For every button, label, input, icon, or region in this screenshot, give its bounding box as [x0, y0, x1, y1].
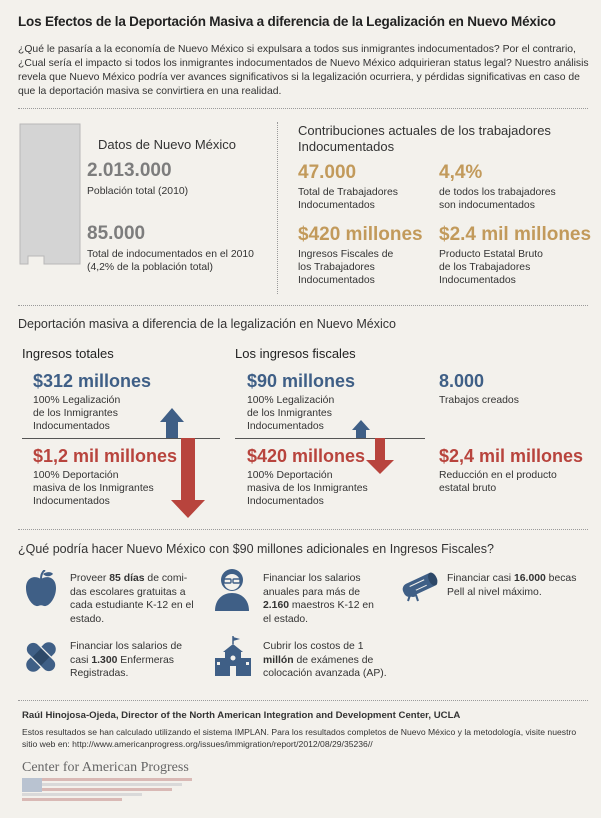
meals-days: 85 días: [109, 573, 145, 584]
teachers-text-3b: maestros K-12 en: [289, 600, 374, 611]
grants-count: 16.000: [514, 573, 546, 584]
tax-label-2: los Trabajadores: [298, 262, 375, 273]
fiscal-deport-label: 100% Deportación: [247, 470, 333, 481]
gsp-label-3: Indocumentados: [439, 275, 516, 286]
source-citation: Raúl Hinojosa-Ojeda, Director of the North American Integration and Development Center, UCLA: [22, 710, 461, 721]
exams-million: millón: [263, 654, 294, 666]
gsp-label: Producto Estatal Bruto: [439, 249, 543, 260]
income-legal-value: $312 millones: [33, 371, 152, 391]
vertical-divider: [277, 122, 278, 294]
apple-icon: [24, 570, 58, 608]
share-label: de todos los trabajadores: [439, 187, 556, 198]
income-heading: Ingresos totales: [22, 346, 114, 361]
exams-text-3: colocación avanzada (AP).: [263, 668, 387, 679]
up-arrow-icon: [352, 420, 370, 438]
intro-text: ¿Qué le pasaría a la economía de Nuevo México si expulsara a todos sus inmigrantes indocumentados? Por el contrario, ¿Cual sería el impacto si todos los inmigrantes indocumentados de Nuevo México adquirieran status legal? Nuestro análisis revela que Nuevo México podría ver avances significativos si la legalización ocurriera, y pérdidas significativas en caso de que la deportación masiva se convirtiera en una realidad.: [18, 44, 589, 97]
fiscal-legal-label-2: de los Inmigrantes: [247, 408, 332, 419]
share-label-2: son indocumentados: [439, 200, 535, 211]
contributions-heading-2: Indocumentados: [298, 139, 395, 154]
share-value: 4,4%: [439, 162, 483, 183]
fiscal-deport-label-3: Indocumentados: [247, 496, 324, 507]
exams-text: [263, 640, 387, 681]
gsp-loss-value: $2,4 mil millones: [439, 446, 584, 466]
jobs-label: Trabajos creados: [439, 395, 519, 406]
teachers-count: 2.160: [263, 600, 290, 611]
bandage-icon: [22, 638, 60, 676]
divider: [18, 108, 588, 109]
exams-text-1: Cubrir los costos de 1: [263, 641, 364, 652]
undocumented-value: 85.000: [87, 223, 146, 244]
population-value: 2.013.000: [87, 160, 172, 181]
divider: [18, 529, 588, 530]
fiscal-legal-label-3: Indocumentados: [247, 421, 324, 432]
school-icon: [213, 636, 253, 678]
grants-text-1c: becas: [545, 573, 577, 584]
undocumented-share-label: (4,2% de la población total): [87, 262, 213, 273]
nurses-text-2a: casi: [70, 654, 92, 666]
income-deport-value: $1,2 mil millones: [33, 446, 178, 466]
divider: [18, 305, 588, 306]
income-legal-label: 100% Legalización: [33, 395, 121, 406]
income-deport-label-3: Indocumentados: [33, 496, 110, 507]
undocumented-label: Total de indocumentados en el 2010: [87, 249, 254, 260]
cap-logo: Center for American Progress: [22, 760, 189, 775]
fiscal-deport-value: $420 millones: [247, 446, 366, 466]
workers-label-2: Indocumentados: [298, 200, 375, 211]
fiscal-legal-value: $90 millones: [247, 371, 356, 391]
meals-text-1c: de comi-: [144, 573, 188, 584]
workers-label: Total de Trabajadores: [298, 187, 398, 198]
page-title: Los Efectos de la Deportación Masiva a diferencia de la Legalización en Nuevo México: [18, 14, 556, 29]
nurses-text-3: Registradas.: [70, 668, 129, 679]
down-arrow-icon: [366, 438, 394, 474]
nurses-text-1: Financiar los salarios de: [70, 641, 183, 652]
gsp-value: $2.4 mil millones: [439, 224, 592, 245]
meals-text-1a: Proveer: [70, 573, 110, 584]
exams-text-2b: de exámenes de: [293, 654, 374, 666]
grants-text-2: Pell al nivel máximo.: [447, 586, 542, 598]
tax-label-3: Indocumentados: [298, 275, 375, 286]
teachers-text-4: el estado.: [263, 613, 309, 625]
tax-label: Ingresos Fiscales de: [298, 249, 394, 260]
methodology-url: sitio web en: http://www.americanprogress.org/issues/immigration/report/2012/08/29/35236//: [22, 739, 373, 749]
jobs-value: 8.000: [439, 371, 485, 391]
meals-text-4: estado.: [70, 613, 105, 625]
grants-text: [447, 572, 576, 599]
nurses-text-2c: Enfermeras: [117, 654, 174, 666]
income-legal-label-3: Indocumentados: [33, 421, 110, 432]
meals-text-2: das escolares gratuitas a: [70, 586, 186, 598]
income-legal-label-2: de los Inmigrantes: [33, 408, 118, 419]
up-arrow-icon: [160, 408, 184, 438]
uses-heading: ¿Qué podría hacer Nuevo México con $90 millones adicionales en Ingresos Fiscales?: [18, 542, 494, 556]
fiscal-deport-label-2: masiva de los Inmigrantes: [247, 483, 368, 494]
teacher-icon: [213, 567, 251, 611]
teachers-text-1: Financiar los salarios: [263, 573, 361, 584]
meals-text: [70, 572, 194, 626]
flag-stripes-logo-mark: [22, 778, 192, 802]
gsp-label-2: de los Trabajadores: [439, 262, 531, 273]
gsp-loss-label-2: estatal bruto: [439, 483, 497, 494]
tax-value: $420 millones: [298, 224, 423, 245]
diploma-icon: [398, 568, 442, 602]
gsp-loss-label: Reducción en el producto: [439, 470, 557, 481]
divider: [18, 700, 588, 701]
meals-text-3: cada estudiante K-12 en el: [70, 600, 194, 611]
fiscal-heading: Los ingresos fiscales: [235, 346, 356, 361]
nurses-count: 1.300: [91, 654, 118, 666]
methodology-note: Estos resultados se han calculado utilizando el sistema IMPLAN. Para los resultados completos de Nuevo México y la metodología, visite nuestro: [22, 727, 577, 737]
workers-value: 47.000: [298, 162, 357, 183]
nurses-text: [70, 640, 182, 681]
income-deport-label: 100% Deportación: [33, 470, 119, 481]
income-deport-label-2: masiva de los Inmigrantes: [33, 483, 154, 494]
new-mexico-map-icon: [18, 122, 82, 266]
fiscal-legal-label: 100% Legalización: [247, 395, 335, 406]
population-label: Población total (2010): [87, 186, 189, 197]
comparison-heading: Deportación masiva a diferencia de la legalización en Nuevo México: [18, 317, 396, 331]
teachers-text-2: anuales para más de: [263, 586, 361, 598]
grants-text-1a: Financiar casi: [447, 573, 514, 584]
state-data-heading: Datos de Nuevo México: [98, 137, 237, 152]
contributions-heading: Contribuciones actuales de los trabajadores: [298, 123, 551, 138]
teachers-text: [263, 572, 374, 626]
